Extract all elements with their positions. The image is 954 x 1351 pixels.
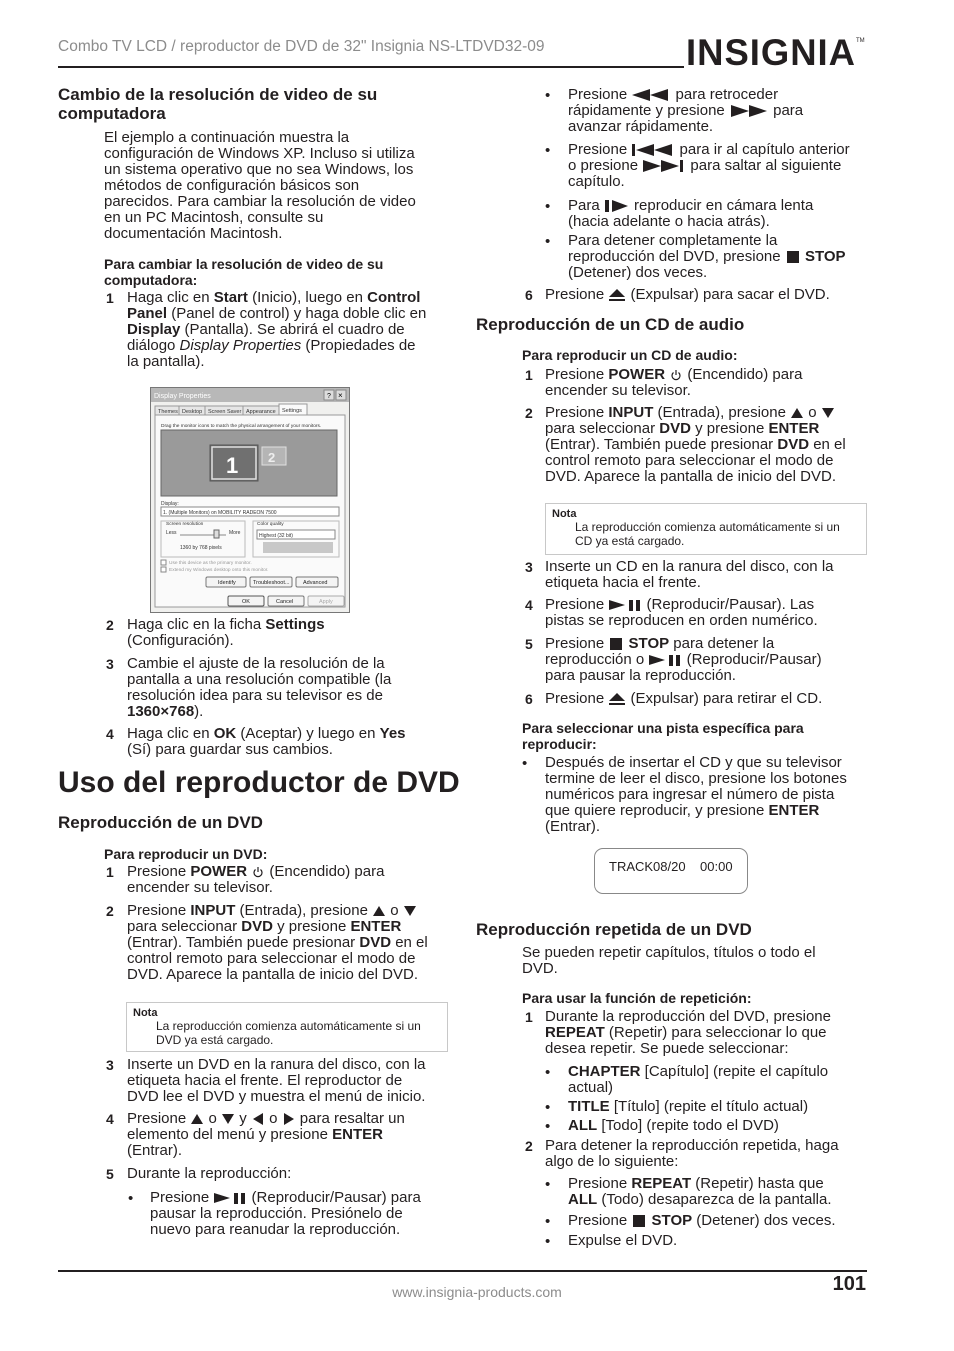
display-properties-screenshot bbox=[150, 387, 350, 613]
play-pause-icon bbox=[608, 598, 642, 612]
arrow-up-icon bbox=[790, 407, 804, 419]
svg-text:Advanced: Advanced bbox=[303, 580, 328, 586]
text-line: parecidos. Para cambiar la resolución de video bbox=[104, 193, 416, 210]
svg-text:Settings: Settings bbox=[282, 408, 302, 414]
svg-text:Display:: Display: bbox=[161, 501, 179, 507]
svg-text:1. (Multiple Monitors) on MOBI: 1. (Multiple Monitors) on MOBILITY RADEON 7500 bbox=[163, 510, 277, 516]
step-text: Haga clic en Start (Inicio), luego en Control Panel (Panel de control) y haga doble clic en Display (Pantalla). Se abrirá el cuadro de diálogo Display Properties (Propiedades de la pantalla). bbox=[127, 289, 427, 370]
bullet-text: Para detener completamente la reproducción del DVD, presione STOP (Detener) dos veces. bbox=[568, 232, 846, 281]
text-line: configuración de Windows XP. Incluso si utiliza bbox=[104, 145, 415, 162]
step-text: Presione (Expulsar) para sacar el DVD. bbox=[545, 286, 830, 303]
arrow-left-icon bbox=[251, 1113, 265, 1125]
monitor-2-label: 2 bbox=[268, 450, 276, 465]
bullet: • bbox=[545, 1099, 551, 1116]
svg-text:Drag the monitor icons to matc: Drag the monitor icons to match the physical arrangement of your monitors. bbox=[161, 424, 322, 429]
section-title-resolution bbox=[58, 85, 377, 123]
chapter-title: Uso del reproductor de DVD bbox=[58, 766, 460, 799]
svg-text:Color quality: Color quality bbox=[257, 522, 284, 527]
bullet: • bbox=[545, 87, 551, 104]
stop-icon bbox=[608, 637, 624, 651]
arrow-down-icon bbox=[821, 407, 835, 419]
step-number: 6 bbox=[525, 287, 533, 303]
step-text: Para detener la reproducción repetida, haga algo de lo siguiente: bbox=[545, 1137, 839, 1170]
rewind-icon bbox=[631, 88, 671, 102]
step-number: 1 bbox=[106, 864, 114, 880]
step-number: 5 bbox=[106, 1166, 114, 1182]
step-text: Durante la reproducción: bbox=[127, 1165, 292, 1182]
bullet: • bbox=[545, 1064, 551, 1081]
procedure-heading: Para reproducir un CD de audio: bbox=[522, 347, 738, 363]
section-title-repeat: Reproducción repetida de un DVD bbox=[476, 920, 752, 939]
svg-text:Less: Less bbox=[166, 530, 177, 536]
procedure-heading: Para seleccionar una pista específica para reproducir: bbox=[522, 720, 804, 752]
note-label: Nota bbox=[133, 1007, 158, 1019]
procedure-heading: Para reproducir un DVD: bbox=[104, 846, 268, 862]
step-number: 3 bbox=[106, 656, 114, 672]
fast-forward-icon bbox=[729, 104, 769, 118]
bullet: • bbox=[128, 1190, 134, 1207]
procedure-heading: Para usar la función de repetición: bbox=[522, 990, 752, 1006]
text-line: El ejemplo a continuación muestra la bbox=[104, 129, 350, 146]
stop-icon bbox=[631, 1214, 647, 1228]
step-text: Durante la reproducción del DVD, presione REPEAT (Repetir) para seleccionar lo que desea repetir. Se puede seleccionar: bbox=[545, 1008, 831, 1057]
bullet-text: Presione para retroceder rápidamente y presione para avanzar rápidamente. bbox=[568, 86, 804, 135]
page-number: 101 bbox=[832, 1273, 866, 1295]
svg-text:Identify: Identify bbox=[218, 580, 236, 586]
bullet-text: CHAPTER [Capítulo] (repite el capítulo actual) bbox=[568, 1063, 829, 1096]
step-text: Presione STOP para detener la reproducción o (Reproducir/Pausar) para pausar la reproducción. bbox=[545, 635, 822, 684]
svg-text:Themes: Themes bbox=[158, 409, 178, 415]
step-number: 2 bbox=[106, 617, 114, 633]
play-pause-icon bbox=[213, 1191, 247, 1205]
step-text: Cambie el ajuste de la resolución de la pantalla a una resolución compatible (la resolución idea para su televisor es de 1360×768). bbox=[127, 655, 392, 720]
footer-url[interactable]: www.insignia-products.com bbox=[392, 1284, 562, 1300]
power-icon bbox=[669, 368, 683, 382]
svg-text:OK: OK bbox=[242, 599, 250, 605]
document-header: Combo TV LCD / reproductor de DVD de 32" Insignia NS-LTDVD32-09 bbox=[58, 38, 545, 55]
eject-icon bbox=[608, 692, 626, 706]
footer-rule bbox=[58, 1270, 867, 1272]
bullet-text: Presione (Reproducir/Pausar) para pausar la reproducción. Presiónelo de nuevo para reanudar la reproducción. bbox=[150, 1189, 421, 1238]
svg-text:Cancel: Cancel bbox=[276, 599, 294, 605]
previous-chapter-icon bbox=[631, 143, 675, 157]
step-text: Haga clic en la ficha Settings (Configuración). bbox=[127, 616, 325, 649]
insignia-logo bbox=[686, 32, 866, 72]
logo-text: INSIGNIA bbox=[686, 32, 856, 72]
text-line: métodos de configuración básicos son bbox=[104, 177, 360, 194]
bullet: • bbox=[545, 1176, 551, 1193]
step-text: Haga clic en OK (Aceptar) y luego en Yes (Sí) para guardar sus cambios. bbox=[127, 725, 406, 758]
text-line: en un PC Macintosh, consulte su bbox=[104, 209, 324, 226]
bullet-text: TITLE [Título] (repite el título actual) bbox=[568, 1098, 809, 1115]
step-number: 4 bbox=[525, 597, 533, 613]
step-text: Inserte un CD en la ranura del disco, con la etiqueta hacia el frente. bbox=[545, 558, 834, 591]
bullet: • bbox=[545, 1213, 551, 1230]
step-number: 2 bbox=[525, 1138, 533, 1154]
bullet: • bbox=[545, 233, 551, 250]
step-text: Presione INPUT (Entrada), presione o para seleccionar DVD y presione ENTER (Entrar). También puede presionar DVD en el control remoto para seleccionar el modo de DVD. Aparece la pantalla de inicio del DVD. bbox=[127, 902, 428, 983]
svg-text:Appearance: Appearance bbox=[246, 409, 276, 415]
arrow-right-icon bbox=[282, 1113, 296, 1125]
step-number: 3 bbox=[525, 559, 533, 575]
section-title-line: computadora bbox=[58, 104, 166, 123]
note-text: La reproducción comienza automáticamente si un CD ya está cargado. bbox=[575, 520, 840, 548]
section-title-cd: Reproducción de un CD de audio bbox=[476, 315, 745, 334]
step-text: Presione (Expulsar) para retirar el CD. bbox=[545, 690, 823, 707]
bullet: • bbox=[545, 1233, 551, 1250]
note-box bbox=[545, 503, 867, 555]
svg-text:Screen resolution: Screen resolution bbox=[166, 522, 204, 527]
step-number: 1 bbox=[106, 290, 114, 306]
play-pause-icon bbox=[648, 653, 682, 667]
repeat-intro: Se pueden repetir capítulos, títulos o todo el DVD. bbox=[522, 944, 816, 977]
eject-icon bbox=[608, 288, 626, 302]
step-text: Presione POWER (Encendido) para encender su televisor. bbox=[127, 863, 385, 896]
step-number: 4 bbox=[106, 1111, 114, 1127]
track-display-text: TRACK08/20 00:00 bbox=[609, 859, 733, 874]
svg-text:Screen Saver: Screen Saver bbox=[208, 409, 242, 415]
step-number: 5 bbox=[525, 636, 533, 652]
bullet: • bbox=[545, 198, 551, 215]
step-text: Presione INPUT (Entrada), presione o para seleccionar DVD y presione ENTER (Entrar). También puede presionar DVD en el control remoto para seleccionar el modo de DVD. Aparece la pantalla de inicio del DVD. bbox=[545, 404, 846, 485]
stop-icon bbox=[785, 250, 801, 264]
bullet-text: Para reproducir en cámara lenta (hacia adelante o hacia atrás). bbox=[568, 197, 814, 230]
svg-text:×: × bbox=[338, 391, 343, 400]
step-number: 4 bbox=[106, 726, 114, 742]
bullet-text: Presione para ir al capítulo anterior o presione para saltar al siguiente capítulo. bbox=[568, 141, 850, 190]
slow-motion-icon bbox=[604, 199, 630, 213]
bullet-text: ALL [Todo] (repite todo el DVD) bbox=[568, 1117, 779, 1134]
step-text: Inserte un DVD en la ranura del disco, con la etiqueta hacia el frente. El reproductor de DVD lee el DVD y muestra el menú de inicio. bbox=[127, 1056, 426, 1105]
procedure-heading: Para cambiar la resolución de video de su computadora: bbox=[104, 256, 384, 288]
svg-text:?: ? bbox=[327, 393, 331, 400]
bullet: • bbox=[545, 1118, 551, 1135]
step-number: 1 bbox=[525, 367, 533, 383]
note-box bbox=[126, 1002, 448, 1052]
svg-text:Extend my Windows desktop onto: Extend my Windows desktop onto this monitor. bbox=[169, 568, 269, 573]
svg-text:Apply: Apply bbox=[319, 599, 333, 605]
arrow-down-icon bbox=[221, 1113, 235, 1125]
step-text: Presione POWER (Encendido) para encender su televisor. bbox=[545, 366, 803, 399]
track-display bbox=[594, 848, 748, 894]
logo-tm: TM bbox=[856, 38, 865, 44]
note-label: Nota bbox=[552, 508, 577, 520]
bullet: • bbox=[545, 142, 551, 159]
power-icon bbox=[251, 865, 265, 879]
text-line: documentación Macintosh. bbox=[104, 225, 283, 242]
svg-text:Troubleshoot...: Troubleshoot... bbox=[253, 580, 290, 586]
intro-paragraph bbox=[104, 130, 416, 242]
bullet-text: Después de insertar el CD y que su televisor termine de leer el disco, presione los botones numéricos para ingresar el número de pista que quiere reproducir, y presione ENTER (Entrar). bbox=[545, 754, 847, 835]
step-number: 6 bbox=[525, 691, 533, 707]
bullet: • bbox=[522, 755, 528, 772]
svg-text:Use this device as the primary: Use this device as the primary monitor. bbox=[169, 561, 252, 566]
arrow-up-icon bbox=[372, 905, 386, 917]
bullet-text: Presione REPEAT (Repetir) hasta que ALL (Todo) desaparezca de la pantalla. bbox=[568, 1175, 832, 1208]
svg-text:Desktop: Desktop bbox=[182, 409, 203, 415]
step-number: 1 bbox=[525, 1009, 533, 1025]
arrow-down-icon bbox=[403, 905, 417, 917]
header-rule bbox=[58, 66, 684, 68]
svg-text:More: More bbox=[229, 530, 241, 536]
monitor-1-label: 1 bbox=[226, 453, 239, 478]
arrow-up-icon bbox=[190, 1113, 204, 1125]
bullet-text: Presione STOP (Detener) dos veces. bbox=[568, 1212, 836, 1229]
section-title-line: Cambio de la resolución de video de su bbox=[58, 85, 378, 104]
step-number: 3 bbox=[106, 1057, 114, 1073]
svg-text:1360 by 768 pixels: 1360 by 768 pixels bbox=[180, 545, 222, 551]
text-line: un sistema operativo que no sea Windows, los bbox=[104, 161, 414, 178]
svg-text:Highest (32 bit): Highest (32 bit) bbox=[259, 533, 293, 539]
next-chapter-icon bbox=[642, 159, 686, 173]
step-text: Presione o y o para resaltar un elemento del menú y presione ENTER (Entrar). bbox=[127, 1110, 405, 1159]
note-text: La reproducción comienza automáticamente si un DVD ya está cargado. bbox=[156, 1019, 421, 1047]
step-number: 2 bbox=[525, 405, 533, 421]
section-title-dvd: Reproducción de un DVD bbox=[58, 813, 263, 832]
step-number: 2 bbox=[106, 903, 114, 919]
step-text: Presione (Reproducir/Pausar). Las pistas se reproducen en orden numérico. bbox=[545, 596, 818, 629]
bullet-text: Expulse el DVD. bbox=[568, 1232, 678, 1249]
window-title: Display Properties bbox=[154, 393, 211, 400]
